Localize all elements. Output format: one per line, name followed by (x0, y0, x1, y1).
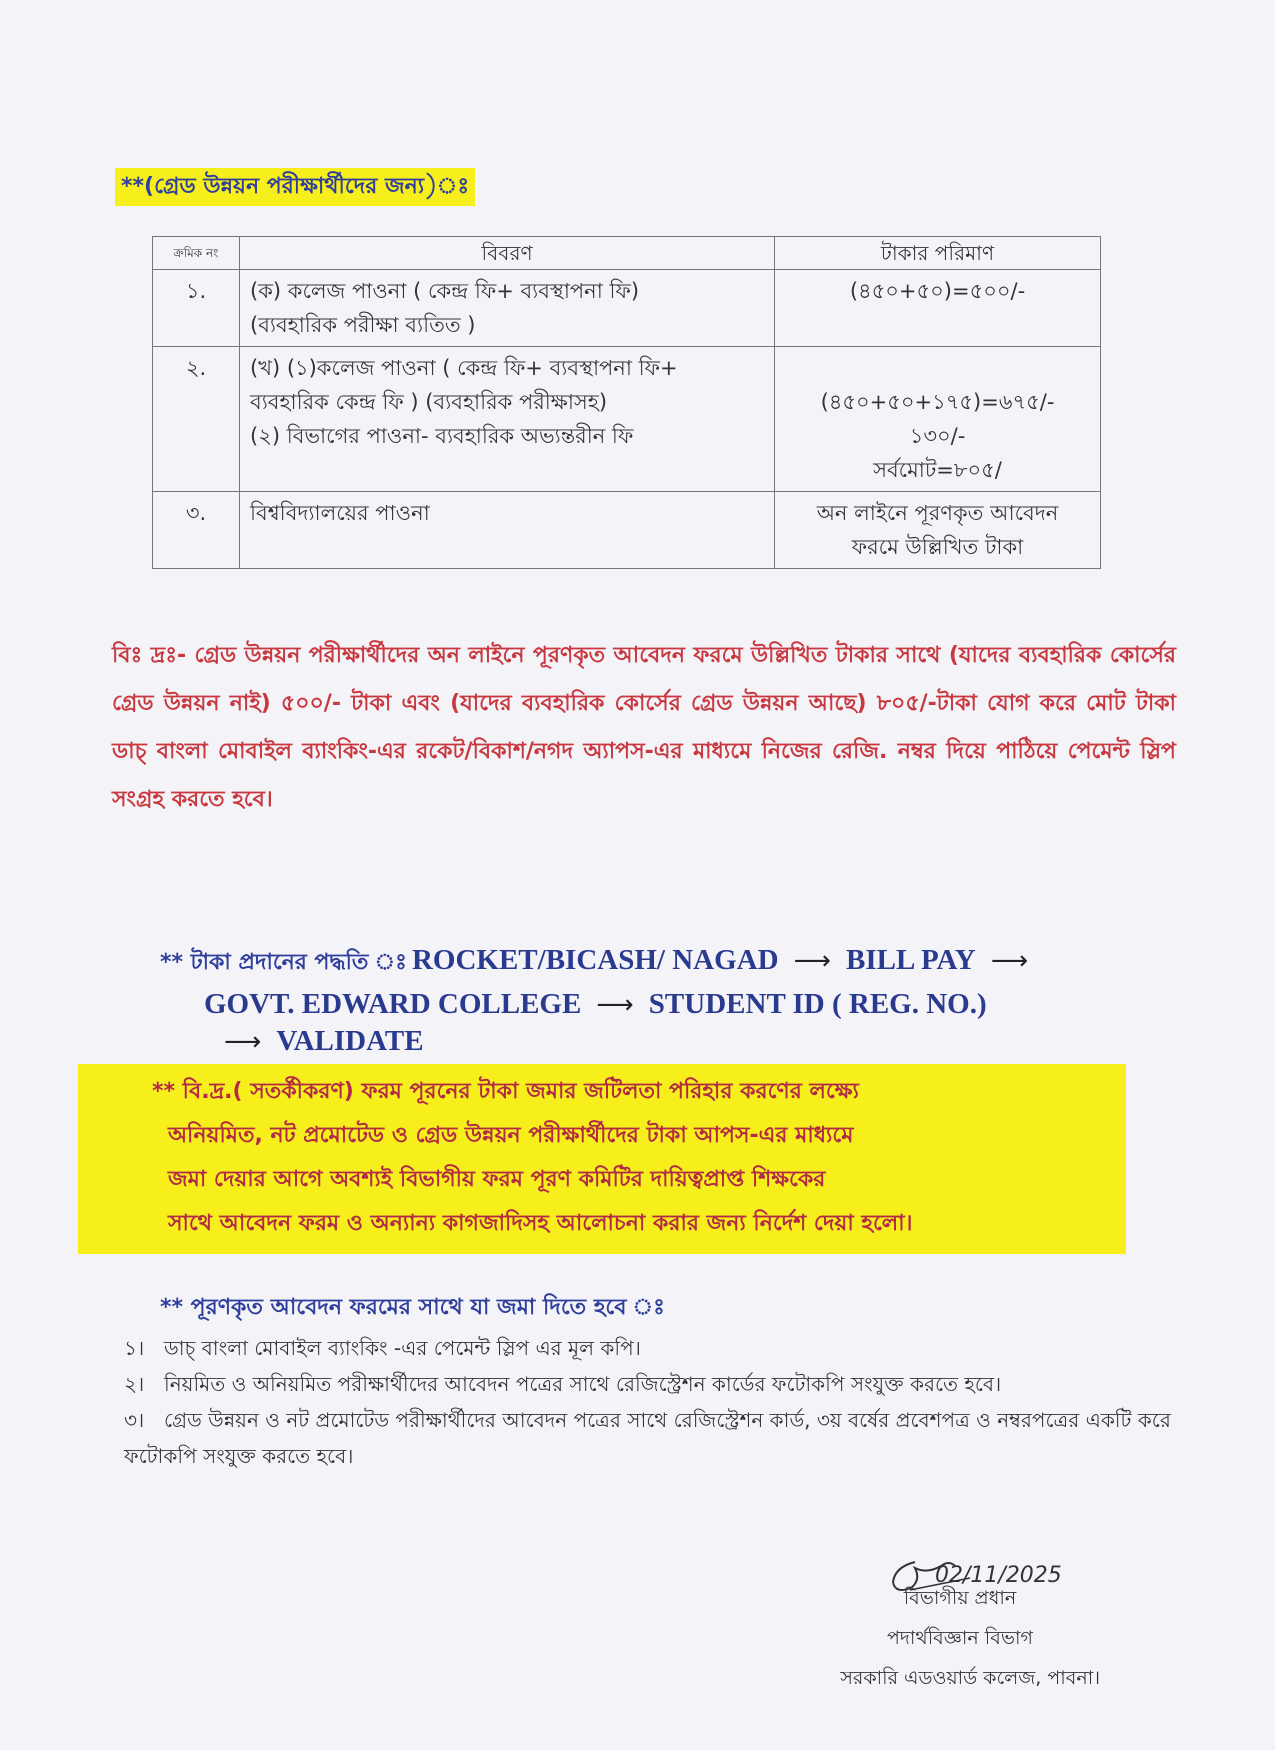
payment-method-line-2 (204, 988, 987, 1021)
arrow-right-icon: ⟶ (990, 946, 1029, 976)
payment-method-line-1 (160, 944, 1038, 982)
amount-line: ফরমে উল্লিখিত টাকা (851, 535, 1024, 559)
table-row (153, 347, 1101, 492)
list-item (124, 1330, 1184, 1366)
payment-step-bill-pay: BILL PAY (846, 944, 976, 976)
table-row (153, 270, 1101, 347)
amount-line: ১৩০/- (909, 424, 966, 448)
list-item-number: ২। (124, 1372, 145, 1396)
col-header-serial: ক্রমিক নং (153, 237, 240, 270)
list-item-number: ৩। (124, 1408, 145, 1432)
table-header-row (153, 237, 1101, 270)
warning-line: ** বি.দ্র.( সতর্কীকরণ) ফরম পূরনের টাকা জমার জটিলতা পরিহার করণের লক্ষ্যে (152, 1079, 859, 1104)
section-heading: **(গ্রেড উন্নয়ন পরীক্ষার্থীদের জন্য)ঃ (115, 168, 475, 206)
row-serial: ১. (153, 270, 240, 347)
submission-heading: ** পূরণকৃত আবেদন ফরমের সাথে যা জমা দিতে হবে ঃ (160, 1295, 665, 1320)
warning-line: অনিয়মিত, নট প্রমোটেড ও গ্রেড উন্নয়ন পরীক্ষার্থীদের টাকা আপস-এর মাধ্যমে (168, 1123, 854, 1148)
list-item (124, 1402, 1184, 1474)
amount-line: অন লাইনে পূরণকৃত আবেদন (816, 501, 1059, 525)
payment-method-line-3 (214, 1025, 424, 1058)
description-line: (ক) কলেজ পাওনা ( কেন্দ্র ফি+ ব্যবস্থাপনা ফি) (250, 279, 640, 303)
description-line: (২) বিভাগের পাওনা- ব্যবহারিক অভ্যন্তরীন ফি (250, 424, 634, 448)
row-amount (775, 347, 1101, 492)
fee-table (152, 236, 1101, 569)
row-amount (775, 270, 1101, 347)
list-item-text: গ্রেড উন্নয়ন ও নট প্রমোটেড পরীক্ষার্থীদের আবেদন পত্রের সাথে রেজিস্ট্রেশন কার্ড, ৩য় বর্ষের প্রবেশপত্র ও নম্বরপত্রের একটি করে ফটোকপি সংযুক্ত করতে হবে। (124, 1408, 1171, 1468)
list-item (124, 1366, 1184, 1402)
amount-line: (৪৫০+৫০)=৫০০/- (849, 279, 1026, 303)
payment-step-apps: ROCKET/BICASH/ NAGAD (411, 944, 779, 976)
row-amount (775, 492, 1101, 569)
signature-block (780, 1578, 1100, 1698)
row-description (240, 270, 775, 347)
description-line: ব্যবহারিক কেন্দ্র ফি ) (ব্যবহারিক পরীক্ষাসহ) (250, 390, 608, 414)
arrow-right-icon: ⟶ (596, 990, 634, 1020)
arrow-right-icon: ⟶ (224, 1027, 262, 1057)
payment-step-validate: VALIDATE (276, 1025, 424, 1057)
list-item-number: ১। (124, 1336, 145, 1360)
description-line: বিশ্ববিদ্যালয়ের পাওনা (250, 501, 430, 525)
description-line: (ব্যবহারিক পরীক্ষা ব্যতিত ) (250, 313, 476, 337)
list-item-text: ডাচ্ বাংলা মোবাইল ব্যাংকিং -এর পেমেন্ট স্লিপ এর মূল কপি। (164, 1336, 641, 1360)
row-description (240, 347, 775, 492)
row-description (240, 492, 775, 569)
amount-line: (৪৫০+৫০+১৭৫)=৬৭৫/- (820, 390, 1055, 414)
arrow-right-icon: ⟶ (793, 946, 831, 976)
payment-step-college: GOVT. EDWARD COLLEGE (204, 988, 582, 1020)
list-item-text: নিয়মিত ও অনিয়মিত পরীক্ষার্থীদের আবেদন পত্রের সাথে রেজিস্ট্রেশন কার্ডের ফটোকপি সংযুক্ত করতে হবে। (164, 1372, 1002, 1396)
payment-method-label: ** টাকা প্রদানের পদ্ধতি ঃ (160, 950, 407, 975)
col-header-amount: টাকার পরিমাণ (775, 237, 1101, 270)
col-header-description: বিবরণ (240, 237, 775, 270)
amount-line: সর্বমোট=৮০৫/ (873, 458, 1002, 482)
special-note: বিঃ দ্রঃ- গ্রেড উন্নয়ন পরীক্ষার্থীদের অন লাইনে পূরণকৃত আবেদন ফরমে উল্লিখিত টাকার সাথে (যাদের ব্যবহারিক কোর্সের গ্রেড উন্নয়ন নাই) ৫০০/- টাকা এবং (যাদের ব্যবহারিক কোর্সের গ্রেড উন্নয়ন আছে) ৮০৫/-টাকা যোগ করে মোট টাকা ডাচ্ বাংলা মোবাইল ব্যাংকিং-এর রকেট/বিকাশ/নগদ অ্যাপস-এর মাধ্যমে নিজের রেজি. নম্বর দিয়ে পাঠিয়ে পেমেন্ট স্লিপ সংগ্রহ করতে হবে। (112, 643, 1176, 812)
warning-line: জমা দেয়ার আগে অবশ্যই বিভাগীয় ফরম পূরণ কমিটির দায়িত্বপ্রাপ্ত শিক্ষকের (168, 1167, 826, 1192)
signatory-department: পদার্থবিজ্ঞান বিভাগ (887, 1627, 1033, 1649)
submission-list (124, 1330, 1184, 1474)
payment-step-student-id: STUDENT ID ( REG. NO.) (648, 988, 987, 1020)
signature-date: 02/11/2025 (935, 1563, 1062, 1588)
signatory-institution: সরকারি এডওয়ার্ড কলেজ, পাবনা। (840, 1667, 1100, 1689)
row-serial: ২. (153, 347, 240, 492)
description-line: (খ) (১)কলেজ পাওনা ( কেন্দ্র ফি+ ব্যবস্থাপনা ফি+ (250, 356, 678, 380)
warning-notice (78, 1064, 1126, 1254)
warning-line: সাথে আবেদন ফরম ও অন্যান্য কাগজাদিসহ আলোচনা করার জন্য নির্দেশ দেয়া হলো। (168, 1211, 913, 1236)
table-row (153, 492, 1101, 569)
signatory-designation: বিভাগীয় প্রধান (903, 1587, 1017, 1609)
row-serial: ৩. (153, 492, 240, 569)
